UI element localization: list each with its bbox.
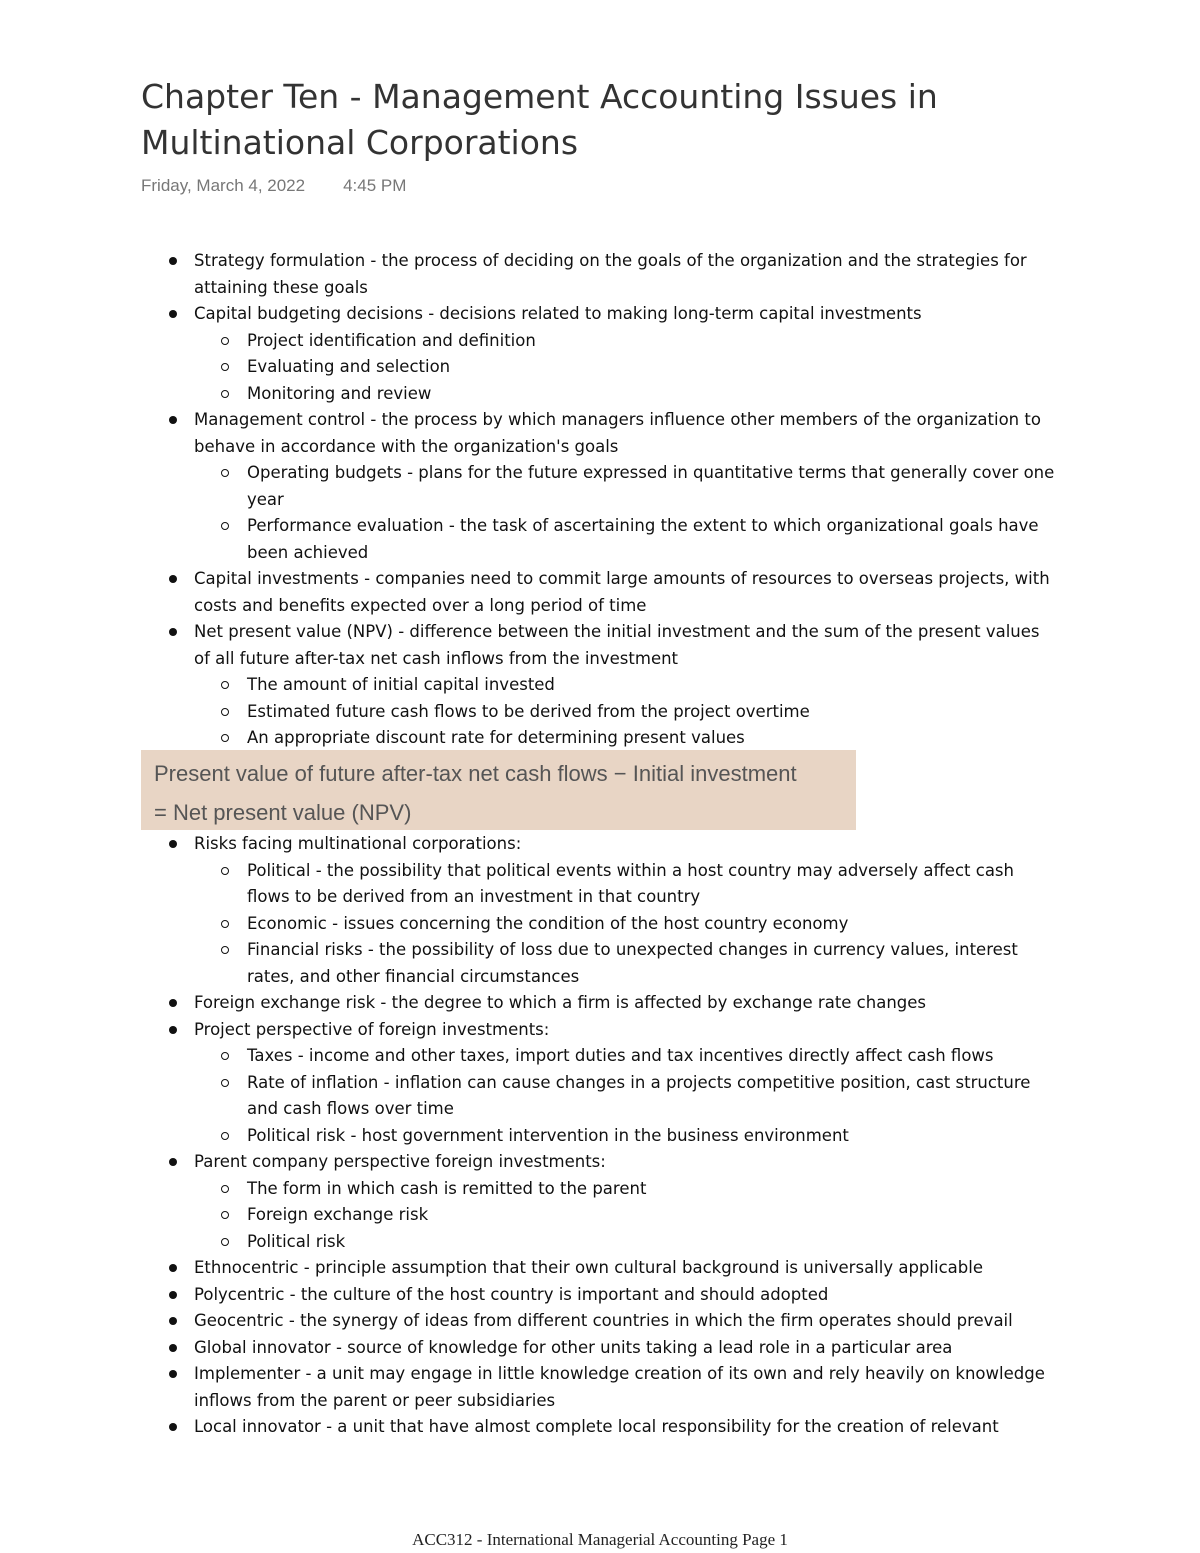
- sub-list-item: [0, 460, 1200, 513]
- bullet-list-top: [0, 248, 1200, 752]
- list-item-text: Parent company perspective foreign investments:: [194, 1152, 606, 1171]
- sub-list-item: [0, 354, 1200, 381]
- note-timestamp: [141, 176, 406, 196]
- bullet-circle-icon: [221, 337, 229, 345]
- list-item-text: Project identification and definition: [247, 330, 536, 350]
- list-item-text: The form in which cash is remitted to the parent: [247, 1178, 647, 1198]
- list-item-text: Management control - the process by which managers influence other members of the organization to behave in accordance with the organization's goals: [194, 410, 1041, 456]
- list-item-text: Strategy formulation - the process of deciding on the goals of the organization and the strategies for attaining these goals: [194, 251, 1027, 297]
- bullet-dot-icon: [169, 575, 177, 583]
- npv-formula-box: [141, 750, 856, 830]
- sub-list-item: [0, 1229, 1200, 1256]
- bullet-circle-icon: [221, 1052, 229, 1060]
- bullet-circle-icon: [221, 469, 229, 477]
- sub-list-item: [0, 513, 1200, 566]
- list-item-text: An appropriate discount rate for determining present values: [247, 728, 745, 747]
- bullet-dot-icon: [169, 840, 177, 848]
- list-item-text: Performance evaluation - the task of ascertaining the extent to which organizational goals have been achieved: [247, 516, 1039, 562]
- bullet-circle-icon: [221, 390, 229, 398]
- list-item-text: Operating budgets - plans for the future expressed in quantitative terms that generally cover one year: [247, 463, 1055, 509]
- bullet-dot-icon: [169, 1317, 177, 1325]
- bullet-circle-icon: [221, 1132, 229, 1140]
- bullet-circle-icon: [221, 946, 229, 954]
- sub-list-item: [0, 937, 1200, 990]
- list-item-text: Local innovator - a unit that have almost complete local responsibility for the creation of relevant: [194, 1417, 999, 1436]
- bullet-dot-icon: [169, 1264, 177, 1272]
- list-item-text: Taxes - income and other taxes, import duties and tax incentives directly affect cash flows: [247, 1046, 994, 1065]
- bullet-dot-icon: [169, 1291, 177, 1299]
- note-date: Friday, March 4, 2022: [141, 176, 306, 195]
- sub-list-item: [0, 672, 1200, 699]
- bullet-dot-icon: [169, 1026, 177, 1034]
- list-item-text: Capital investments - companies need to commit large amounts of resources to overseas projects, with costs and benefits expected over a long period of time: [194, 569, 1050, 615]
- sub-list-item: [0, 1070, 1200, 1123]
- list-item-text: Global innovator - source of knowledge for other units taking a lead role in a particular area: [194, 1337, 953, 1357]
- list-item: [0, 1017, 1200, 1044]
- list-item-text: Economic - issues concerning the condition of the host country economy: [247, 913, 849, 933]
- bullet-circle-icon: [221, 522, 229, 530]
- list-item-text: Financial risks - the possibility of loss due to unexpected changes in currency values, interest rates, and other financial circumstances: [247, 940, 1018, 986]
- page-title: Chapter Ten - Management Accounting Issues in Multinational Corporations: [141, 77, 938, 162]
- bullet-circle-icon: [221, 1079, 229, 1087]
- list-item-text: Geocentric - the synergy of ideas from different countries in which the firm operates should prevail: [194, 1311, 1013, 1330]
- sub-list-item: [0, 858, 1200, 911]
- formula-line-2: = Net present value (NPV): [154, 800, 412, 825]
- list-item: [0, 1361, 1200, 1414]
- bullet-dot-icon: [169, 1158, 177, 1166]
- bullet-dot-icon: [169, 1370, 177, 1378]
- bullet-dot-icon: [169, 999, 177, 1007]
- list-item: [0, 990, 1200, 1017]
- bullet-dot-icon: [169, 1344, 177, 1352]
- bullet-circle-icon: [221, 681, 229, 689]
- list-item: [0, 1282, 1200, 1309]
- bullet-dot-icon: [169, 628, 177, 636]
- list-item-text: Polycentric - the culture of the host country is important and should adopted: [194, 1284, 829, 1304]
- page-footer: ACC312 - International Managerial Accounting Page 1: [412, 1530, 788, 1549]
- list-item-text: Ethnocentric - principle assumption that their own cultural background is universally applicable: [194, 1258, 983, 1277]
- sub-list-item: [0, 725, 1200, 752]
- sub-list-item: [0, 699, 1200, 726]
- list-item-text: Political risk: [247, 1231, 346, 1251]
- formula-line-1: Present value of future after-tax net cash flows − Initial investment: [154, 761, 797, 786]
- list-item: [0, 407, 1200, 460]
- list-item-text: Project perspective of foreign investments:: [194, 1019, 550, 1039]
- bullet-dot-icon: [169, 1423, 177, 1431]
- sub-list-item: [0, 1043, 1200, 1070]
- list-item: [0, 619, 1200, 672]
- list-item: [0, 1335, 1200, 1362]
- sub-list-item: [0, 328, 1200, 355]
- list-item-text: The amount of initial capital invested: [247, 675, 555, 694]
- list-item-text: Foreign exchange risk - the degree to which a firm is affected by exchange rate changes: [194, 993, 927, 1012]
- bullet-circle-icon: [221, 920, 229, 928]
- note-time: 4:45 PM: [343, 176, 407, 195]
- list-item: [0, 566, 1200, 619]
- bullet-dot-icon: [169, 416, 177, 424]
- sub-list-item: [0, 1123, 1200, 1150]
- list-item-text: Net present value (NPV) - difference between the initial investment and the sum of the present values of all future after-tax net cash inflows from the investment: [194, 622, 1040, 668]
- bullet-circle-icon: [221, 734, 229, 742]
- bullet-circle-icon: [221, 867, 229, 875]
- list-item: [0, 1308, 1200, 1335]
- list-item-text: Rate of inflation - inflation can cause changes in a projects competitive position, cast structure and cash flows over time: [247, 1072, 1031, 1118]
- bullet-dot-icon: [169, 257, 177, 265]
- list-item-text: Capital budgeting decisions - decisions related to making long-term capital investments: [194, 304, 922, 323]
- bullet-circle-icon: [221, 708, 229, 716]
- list-item: [0, 248, 1200, 301]
- bullet-circle-icon: [221, 1185, 229, 1193]
- bullet-circle-icon: [221, 1238, 229, 1246]
- bullet-list-bottom: [0, 831, 1200, 1441]
- list-item-text: Estimated future cash flows to be derived from the project overtime: [247, 701, 810, 721]
- bullet-dot-icon: [169, 310, 177, 318]
- list-item-text: Political - the possibility that political events within a host country may adversely affect cash flows to be derived from an investment in that country: [247, 860, 1014, 906]
- bullet-circle-icon: [221, 1211, 229, 1219]
- sub-list-item: [0, 1202, 1200, 1229]
- list-item: [0, 1255, 1200, 1282]
- bullet-circle-icon: [221, 363, 229, 371]
- list-item-text: Implementer - a unit may engage in little knowledge creation of its own and rely heavily on knowledge inflows from the parent or peer subsidiaries: [194, 1364, 1045, 1410]
- list-item-text: Foreign exchange risk: [247, 1205, 429, 1224]
- sub-list-item: [0, 911, 1200, 938]
- sub-list-item: [0, 381, 1200, 408]
- sub-list-item: [0, 1176, 1200, 1203]
- list-item-text: Political risk - host government intervention in the business environment: [247, 1125, 849, 1145]
- list-item-text: Evaluating and selection: [247, 357, 451, 376]
- list-item: [0, 831, 1200, 858]
- list-item: [0, 301, 1200, 328]
- list-item-text: Risks facing multinational corporations:: [194, 834, 522, 853]
- list-item-text: Monitoring and review: [247, 383, 432, 403]
- list-item: [0, 1149, 1200, 1176]
- list-item: [0, 1414, 1200, 1441]
